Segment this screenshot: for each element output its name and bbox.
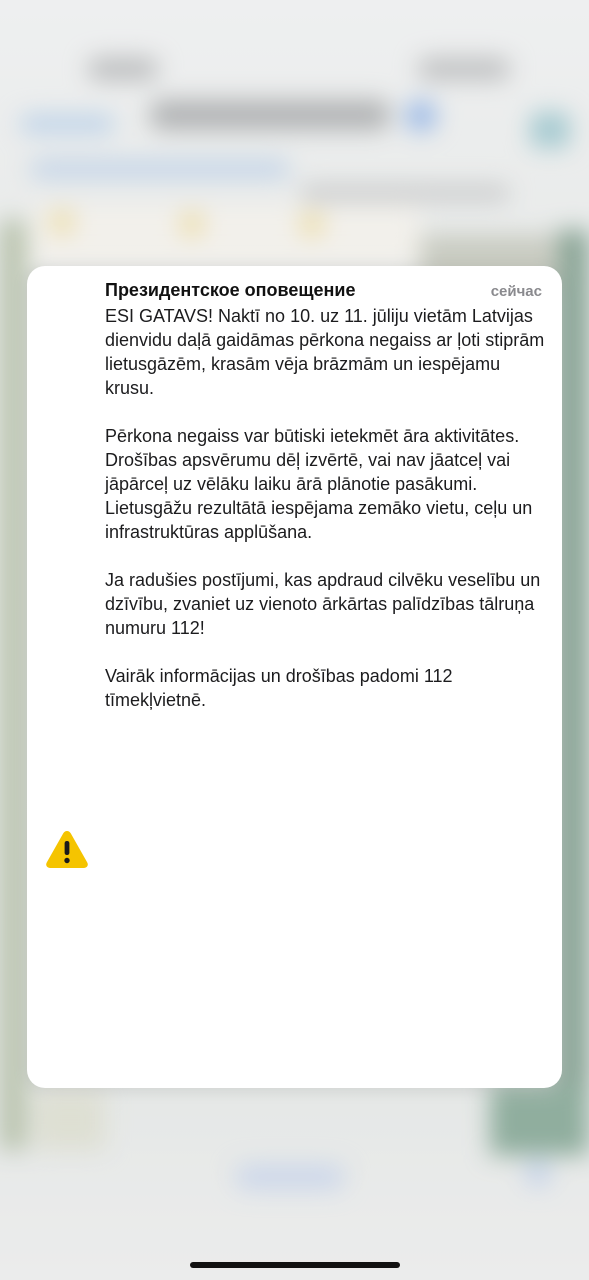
emergency-alert-card[interactable] (27, 266, 562, 1088)
alert-paragraph: Ja radušies postījumi, kas apdraud cilvēku veselību un dzīvību, zvaniet uz vienoto ārkārtas palīdzības tālruņa numuru 112! (105, 570, 541, 638)
alert-title: Президентское оповещение (105, 280, 356, 300)
warning-icon (45, 829, 89, 869)
home-indicator[interactable] (190, 1262, 400, 1268)
alert-timestamp: сейчас (490, 283, 542, 300)
alert-paragraph: ESI GATAVS! Naktī no 10. uz 11. jūliju vietām Latvijas dienvidu daļā gaidāmas pērkona negaiss ar ļoti stiprām lietusgāzēm, krasām vēja brāzmām un iespējamu krusu. (105, 306, 545, 398)
alert-header (105, 280, 542, 304)
alert-paragraph: Vairāk informācijas un drošības padomi 112 tīmekļvietnē. (105, 666, 453, 710)
alert-message (105, 304, 545, 736)
alert-paragraph: Pērkona negaiss var būtiski ietekmēt āra aktivitātes. Drošības apsvērumu dēļ izvērtē, vai nav jāatceļ vai jāpārceļ uz vēlāku laiku ārā plānotie pasākumi. Lietusgāžu rezultātā iespējama zemāko vietu, ceļu un infrastruktūras applūšana. (105, 426, 533, 542)
